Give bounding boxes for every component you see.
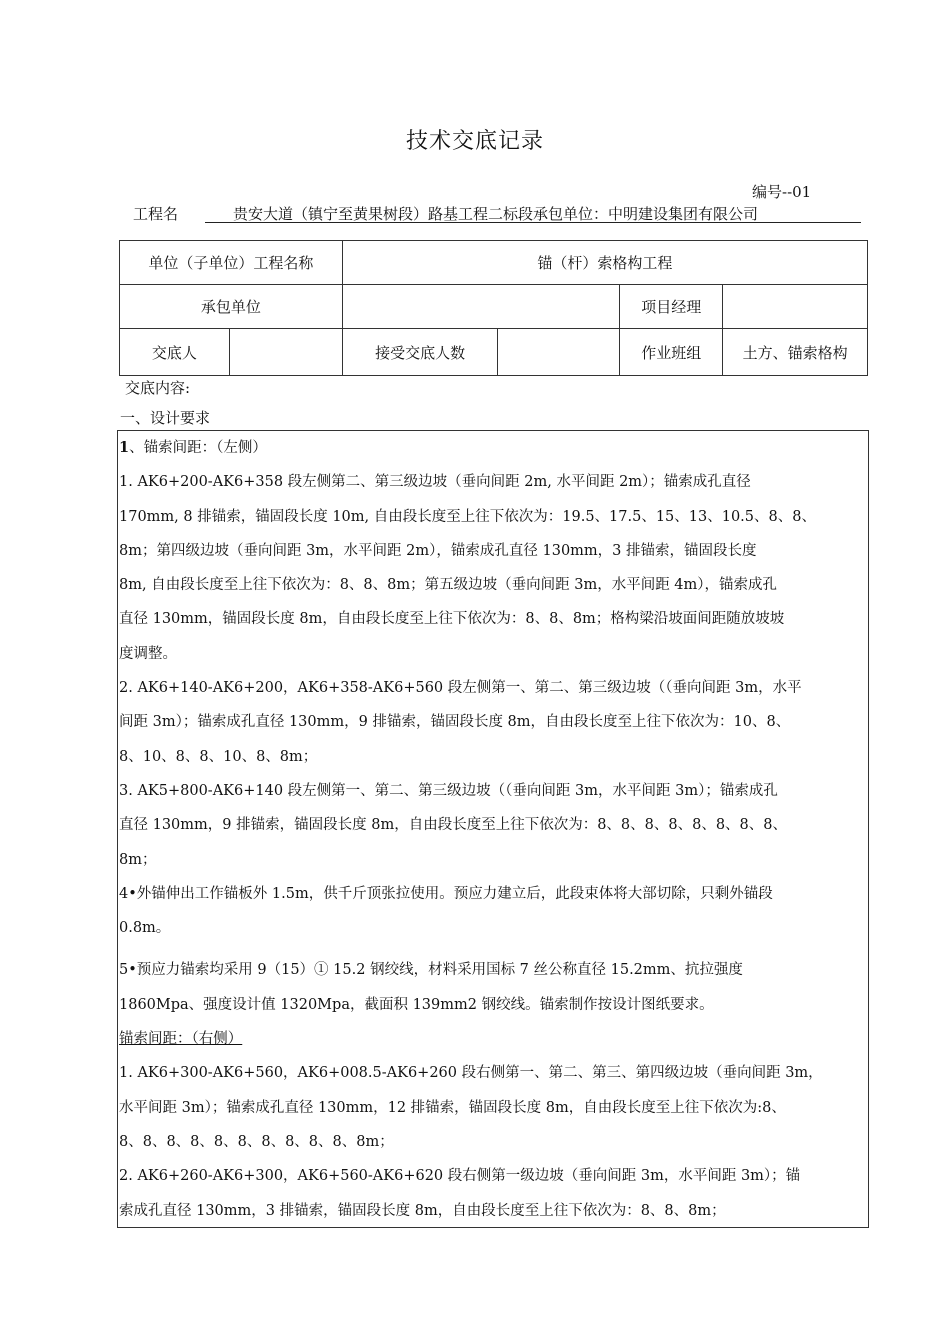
right-spacing-heading: 锚索间距：（右侧）: [119, 1031, 243, 1048]
document-number: 编号--01: [752, 183, 812, 201]
left-spacing-heading: 1、锚索间距：（左侧）: [119, 439, 267, 456]
paragraph-right-1: 1. AK6+300-AK6+560，AK6+008.5-AK6+260 段右侧第一、第二、第三、第四级边坡（垂向间距 3m， 水平间距 3m）；锚索成孔直径 130mm，12 排锚索，锚固段长度 8m，自由段长度至上往下依次为:8、 8、8、8、8、8、8、8、8、8、8、8m；: [119, 1065, 823, 1150]
content-box: [117, 430, 869, 1228]
project-name-line: 贵安大道（镇宁至黄果树段）路基工程二标段承包单位：中明建设集团有限公司: [205, 203, 861, 223]
receivers-label: 接受交底人数: [342, 329, 498, 376]
section-heading: 一、设计要求: [120, 409, 211, 427]
paragraph-left-5: 5•预应力锚索均采用 9（15）① 15.2 钢绞线，材料采用国标 7 丝公称直径 15.2mm、抗拉强度 1860Mpa、强度设计值 1320Mpa，截面积 139mm2 钢绞线。锚索制作按设计图纸要求。: [119, 962, 743, 1013]
project-label: 工程名: [133, 205, 179, 223]
content-label: 交底内容:: [125, 379, 191, 397]
project-manager-label: 项目经理: [620, 285, 723, 329]
paragraph-right-2: 2. AK6+260-AK6+300，AK6+560-AK6+620 段右侧第一级边坡（垂向间距 3m，水平间距 3m）；锚 索成孔直径 130mm，3 排锚索，锚固段长度 8m，自由段长度至上往下依次为：8、8、8m；: [119, 1168, 801, 1219]
work-team-value: 土方、锚索格构: [723, 329, 868, 376]
info-table: [119, 240, 868, 376]
contractor-label: 承包单位: [120, 285, 343, 329]
page-title: 技术交底记录: [405, 129, 544, 154]
paragraph-left-2: 2. AK6+140-AK6+200，AK6+358-AK6+560 段左侧第一、第二、第三级边坡（（垂向间距 3m，水平 间距 3m）；锚索成孔直径 130mm，9 排锚索，锚固段长度 8m，自由段长度至上往下依次为：10、8、 8、10、8、8、10、8、8m；: [119, 680, 802, 765]
unit-name-label: 单位（子单位）工程名称: [120, 241, 343, 285]
work-team-label: 作业班组: [620, 329, 723, 376]
paragraph-left-4: 4•外锚伸出工作锚板外 1.5m，供千斤顶张拉使用。预应力建立后，此段束体将大部切除，只剩外锚段 0.8m。: [119, 885, 773, 937]
unit-name-value: 锚（杆）索格构工程: [342, 241, 867, 285]
receivers-value: [498, 329, 620, 376]
contractor-value: [342, 285, 620, 329]
paragraph-left-1: 1. AK6+200-AK6+358 段左侧第二、第三级边坡（垂向间距 2m, 水平间距 2m）；锚索成孔直径 170mm, 8 排锚索，锚固段长度 10m, 自由段长度至上往下依次为：19.5、17.5、15、13、10.5、8、8、 8m；第四级边坡（垂向间距 3m，水平间距 2m），锚索成孔直径 130mm，3 排锚索，锚固段长度 8m, 自由段长度至上往下依次为：8、8、8m；第五级边坡（垂向间距 3m，水平间距 4m），锚索成孔 直径 130mm，锚固段长度 8m，自由段长度至上往下依次为：8、8、8m；格构梁沿坡面间距随放坡坡 度调整。: [119, 474, 816, 662]
heading-number: 1: [119, 439, 130, 456]
discloser-value: [229, 329, 342, 376]
discloser-label: 交底人: [120, 329, 230, 376]
paragraph-left-3: 3. AK5+800-AK6+140 段左侧第一、第二、第三级边坡（（垂向间距 3m，水平间距 3m）；锚索成孔 直径 130mm，9 排锚索，锚固段长度 8m，自由段长度至上往下依次为：8、8、8、8、8、8、8、8、 8m；: [119, 782, 788, 868]
project-manager-value: [723, 285, 868, 329]
